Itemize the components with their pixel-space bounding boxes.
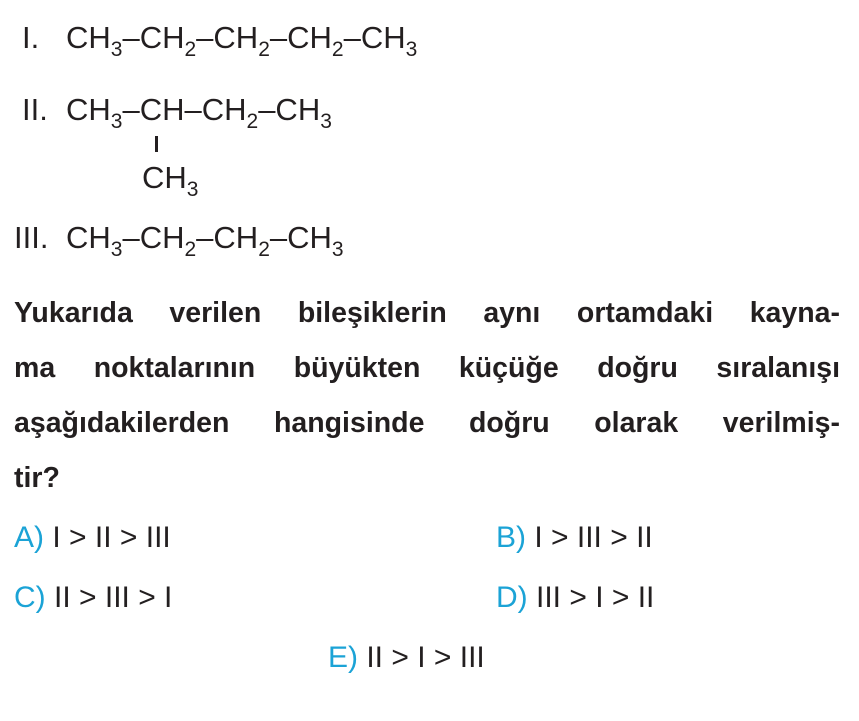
option-letter: A) (14, 521, 44, 554)
compound-3-formula: $CH_3-CH_2-CH_2-CH_3$ (66, 220, 344, 261)
compound-3-label: III. (14, 220, 49, 255)
compound-1-label: I. (22, 20, 40, 55)
option-d[interactable] (496, 580, 654, 616)
question-line: tir? (14, 462, 60, 494)
option-text: I > III > II (534, 521, 653, 554)
compound-2-formula: $CH_3-CH-CH_2-CH_3$ (66, 92, 332, 133)
branch-bond (155, 136, 158, 152)
question-line: aşağıdakilerden hangisinde doğru olarak verilmiş- (14, 407, 840, 439)
question-line: Yukarıda verilen bileşiklerin aynı ortamdaki kayna- (14, 297, 840, 329)
option-letter: B) (496, 521, 526, 554)
option-text: III > I > II (536, 581, 655, 614)
compound-1-formula: $CH_3-CH_2-CH_2-CH_2-CH_3$ (66, 20, 418, 61)
option-letter: D) (496, 581, 528, 614)
option-e[interactable] (328, 640, 485, 676)
option-c[interactable] (14, 580, 172, 616)
question-text (14, 286, 840, 506)
option-letter: E) (328, 641, 358, 674)
option-b[interactable] (496, 520, 653, 556)
compound-2-label: II. (22, 92, 48, 127)
compound-2-branch: $CH_3$ (142, 160, 199, 201)
option-text: I > II > III (52, 521, 171, 554)
option-text: II > I > III (366, 641, 485, 674)
option-text: II > III > I (54, 581, 173, 614)
question-line: ma noktalarının büyükten küçüğe doğru sıralanışı (14, 352, 840, 384)
option-letter: C) (14, 581, 46, 614)
option-a[interactable] (14, 520, 171, 556)
